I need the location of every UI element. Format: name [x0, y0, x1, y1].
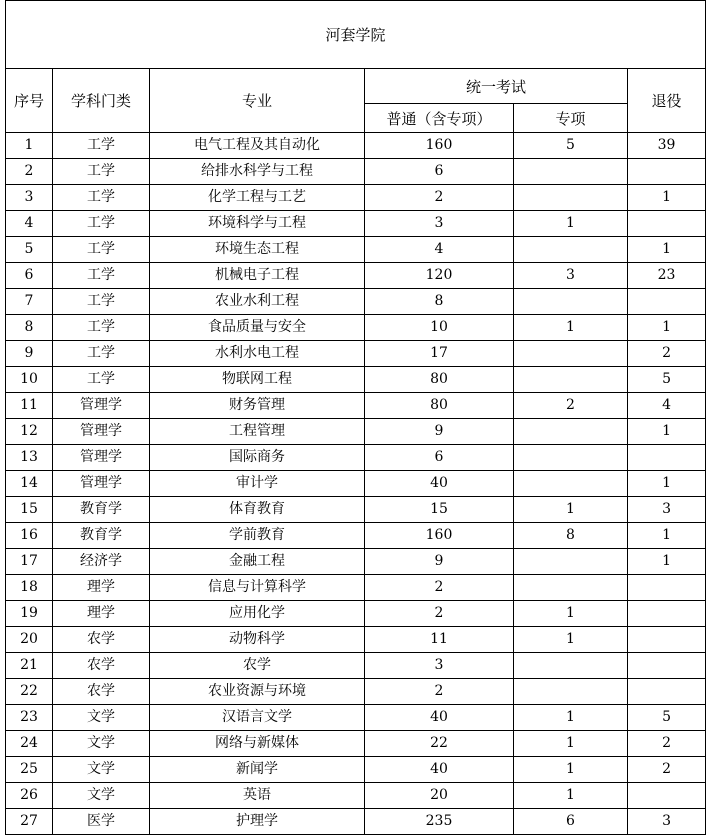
cell-special: 1 — [514, 601, 628, 627]
table-row — [6, 445, 706, 471]
cell-regular: 4 — [365, 237, 514, 263]
cell-regular: 3 — [365, 653, 514, 679]
cell-regular: 40 — [365, 705, 514, 731]
cell-veteran — [628, 627, 706, 653]
cell-special — [514, 653, 628, 679]
table-row — [6, 263, 706, 289]
cell-special: 1 — [514, 211, 628, 237]
cell-special — [514, 159, 628, 185]
cell-veteran — [628, 159, 706, 185]
cell-special — [514, 341, 628, 367]
cell-special: 1 — [514, 627, 628, 653]
cell-veteran: 1 — [628, 315, 706, 341]
cell-category: 农学 — [53, 679, 150, 705]
cell-index: 25 — [6, 757, 53, 783]
cell-major: 物联网工程 — [150, 367, 365, 393]
cell-index: 4 — [6, 211, 53, 237]
cell-regular: 17 — [365, 341, 514, 367]
cell-major: 工程管理 — [150, 419, 365, 445]
cell-category: 农学 — [53, 653, 150, 679]
cell-category: 文学 — [53, 705, 150, 731]
cell-regular: 11 — [365, 627, 514, 653]
cell-veteran — [628, 601, 706, 627]
cell-veteran: 1 — [628, 523, 706, 549]
cell-regular: 80 — [365, 367, 514, 393]
cell-veteran: 3 — [628, 809, 706, 835]
cell-regular: 6 — [365, 159, 514, 185]
cell-index: 18 — [6, 575, 53, 601]
cell-special — [514, 419, 628, 445]
cell-special: 5 — [514, 133, 628, 159]
cell-category: 教育学 — [53, 523, 150, 549]
cell-veteran: 1 — [628, 549, 706, 575]
cell-major: 化学工程与工艺 — [150, 185, 365, 211]
cell-regular: 9 — [365, 549, 514, 575]
table-row — [6, 731, 706, 757]
cell-veteran: 5 — [628, 367, 706, 393]
cell-major: 给排水科学与工程 — [150, 159, 365, 185]
cell-category: 管理学 — [53, 393, 150, 419]
cell-regular: 160 — [365, 133, 514, 159]
cell-category: 工学 — [53, 185, 150, 211]
cell-category: 文学 — [53, 731, 150, 757]
cell-index: 8 — [6, 315, 53, 341]
cell-regular: 10 — [365, 315, 514, 341]
cell-index: 26 — [6, 783, 53, 809]
cell-regular: 80 — [365, 393, 514, 419]
header-exam-group: 统一考试 — [365, 69, 628, 104]
cell-major: 环境生态工程 — [150, 237, 365, 263]
cell-category: 理学 — [53, 601, 150, 627]
cell-special — [514, 367, 628, 393]
cell-major: 农学 — [150, 653, 365, 679]
cell-veteran — [628, 445, 706, 471]
cell-category: 管理学 — [53, 419, 150, 445]
table-row — [6, 341, 706, 367]
cell-veteran: 3 — [628, 497, 706, 523]
cell-regular: 40 — [365, 757, 514, 783]
cell-index: 17 — [6, 549, 53, 575]
table-row — [6, 159, 706, 185]
cell-category: 文学 — [53, 757, 150, 783]
cell-veteran: 1 — [628, 185, 706, 211]
cell-veteran — [628, 653, 706, 679]
cell-index: 13 — [6, 445, 53, 471]
cell-index: 20 — [6, 627, 53, 653]
cell-category: 工学 — [53, 263, 150, 289]
cell-major: 学前教育 — [150, 523, 365, 549]
cell-regular: 6 — [365, 445, 514, 471]
cell-index: 11 — [6, 393, 53, 419]
cell-major: 财务管理 — [150, 393, 365, 419]
cell-index: 19 — [6, 601, 53, 627]
cell-special: 3 — [514, 263, 628, 289]
table-row — [6, 367, 706, 393]
cell-veteran: 4 — [628, 393, 706, 419]
cell-regular: 15 — [365, 497, 514, 523]
table-row — [6, 471, 706, 497]
table-row — [6, 497, 706, 523]
header-special: 专项 — [514, 104, 628, 133]
cell-regular: 2 — [365, 185, 514, 211]
cell-major: 环境科学与工程 — [150, 211, 365, 237]
cell-category: 经济学 — [53, 549, 150, 575]
cell-special — [514, 445, 628, 471]
cell-major: 英语 — [150, 783, 365, 809]
cell-index: 22 — [6, 679, 53, 705]
cell-index: 7 — [6, 289, 53, 315]
cell-veteran — [628, 783, 706, 809]
table-row — [6, 185, 706, 211]
cell-veteran: 23 — [628, 263, 706, 289]
cell-major: 食品质量与安全 — [150, 315, 365, 341]
table-row — [6, 757, 706, 783]
cell-index: 14 — [6, 471, 53, 497]
header-veteran: 退役 — [628, 69, 706, 133]
cell-special: 1 — [514, 497, 628, 523]
cell-major: 新闻学 — [150, 757, 365, 783]
cell-category: 管理学 — [53, 445, 150, 471]
cell-major: 汉语言文学 — [150, 705, 365, 731]
table-row — [6, 237, 706, 263]
cell-index: 21 — [6, 653, 53, 679]
cell-index: 16 — [6, 523, 53, 549]
cell-special: 1 — [514, 757, 628, 783]
cell-regular: 2 — [365, 575, 514, 601]
cell-regular: 2 — [365, 679, 514, 705]
cell-special: 8 — [514, 523, 628, 549]
table-row — [6, 315, 706, 341]
cell-major: 应用化学 — [150, 601, 365, 627]
header-category: 学科门类 — [53, 69, 150, 133]
cell-special — [514, 549, 628, 575]
cell-index: 1 — [6, 133, 53, 159]
header-major: 专业 — [150, 69, 365, 133]
header-regular: 普通（含专项） — [365, 104, 514, 133]
cell-regular: 160 — [365, 523, 514, 549]
table-row — [6, 289, 706, 315]
cell-index: 2 — [6, 159, 53, 185]
cell-special — [514, 237, 628, 263]
enrollment-table — [5, 0, 706, 835]
cell-special — [514, 471, 628, 497]
cell-category: 工学 — [53, 341, 150, 367]
cell-veteran: 5 — [628, 705, 706, 731]
cell-category: 工学 — [53, 289, 150, 315]
cell-special: 1 — [514, 705, 628, 731]
cell-special — [514, 679, 628, 705]
cell-category: 管理学 — [53, 471, 150, 497]
cell-index: 23 — [6, 705, 53, 731]
cell-category: 工学 — [53, 159, 150, 185]
cell-major: 金融工程 — [150, 549, 365, 575]
cell-category: 工学 — [53, 211, 150, 237]
table-row — [6, 393, 706, 419]
cell-regular: 235 — [365, 809, 514, 835]
table-row — [6, 809, 706, 835]
table-row — [6, 653, 706, 679]
table-row — [6, 783, 706, 809]
table-row — [6, 679, 706, 705]
table-row — [6, 575, 706, 601]
cell-veteran: 2 — [628, 341, 706, 367]
cell-veteran: 1 — [628, 419, 706, 445]
cell-major: 网络与新媒体 — [150, 731, 365, 757]
cell-index: 15 — [6, 497, 53, 523]
cell-category: 农学 — [53, 627, 150, 653]
cell-regular: 2 — [365, 601, 514, 627]
cell-major: 国际商务 — [150, 445, 365, 471]
table-row — [6, 133, 706, 159]
table-body — [6, 133, 706, 835]
cell-major: 水利水电工程 — [150, 341, 365, 367]
cell-regular: 20 — [365, 783, 514, 809]
cell-index: 10 — [6, 367, 53, 393]
cell-veteran — [628, 289, 706, 315]
cell-regular: 120 — [365, 263, 514, 289]
header-index: 序号 — [6, 69, 53, 133]
cell-special — [514, 289, 628, 315]
cell-category: 工学 — [53, 133, 150, 159]
cell-special: 1 — [514, 783, 628, 809]
cell-category: 工学 — [53, 237, 150, 263]
cell-major: 动物科学 — [150, 627, 365, 653]
table-title: 河套学院 — [6, 1, 706, 69]
cell-regular: 8 — [365, 289, 514, 315]
cell-regular: 40 — [365, 471, 514, 497]
cell-index: 12 — [6, 419, 53, 445]
cell-index: 6 — [6, 263, 53, 289]
table-row — [6, 523, 706, 549]
cell-veteran: 39 — [628, 133, 706, 159]
cell-veteran: 1 — [628, 471, 706, 497]
cell-index: 24 — [6, 731, 53, 757]
table-row — [6, 705, 706, 731]
cell-major: 信息与计算科学 — [150, 575, 365, 601]
cell-veteran: 1 — [628, 237, 706, 263]
cell-major: 审计学 — [150, 471, 365, 497]
table-row — [6, 211, 706, 237]
cell-index: 27 — [6, 809, 53, 835]
cell-special: 6 — [514, 809, 628, 835]
cell-regular: 22 — [365, 731, 514, 757]
cell-special — [514, 185, 628, 211]
cell-veteran — [628, 575, 706, 601]
cell-major: 机械电子工程 — [150, 263, 365, 289]
cell-special: 2 — [514, 393, 628, 419]
table-row — [6, 627, 706, 653]
cell-special: 1 — [514, 731, 628, 757]
cell-major: 电气工程及其自动化 — [150, 133, 365, 159]
cell-special: 1 — [514, 315, 628, 341]
cell-veteran — [628, 679, 706, 705]
cell-category: 文学 — [53, 783, 150, 809]
cell-category: 教育学 — [53, 497, 150, 523]
cell-index: 5 — [6, 237, 53, 263]
cell-category: 工学 — [53, 367, 150, 393]
cell-category: 工学 — [53, 315, 150, 341]
cell-regular: 9 — [365, 419, 514, 445]
cell-major: 农业水利工程 — [150, 289, 365, 315]
cell-category: 医学 — [53, 809, 150, 835]
cell-index: 9 — [6, 341, 53, 367]
cell-major: 体育教育 — [150, 497, 365, 523]
cell-regular: 3 — [365, 211, 514, 237]
cell-veteran: 2 — [628, 731, 706, 757]
table-row — [6, 601, 706, 627]
table-row — [6, 419, 706, 445]
cell-index: 3 — [6, 185, 53, 211]
cell-veteran: 2 — [628, 757, 706, 783]
table-row — [6, 549, 706, 575]
cell-special — [514, 575, 628, 601]
cell-veteran — [628, 211, 706, 237]
cell-major: 护理学 — [150, 809, 365, 835]
cell-category: 理学 — [53, 575, 150, 601]
cell-major: 农业资源与环境 — [150, 679, 365, 705]
